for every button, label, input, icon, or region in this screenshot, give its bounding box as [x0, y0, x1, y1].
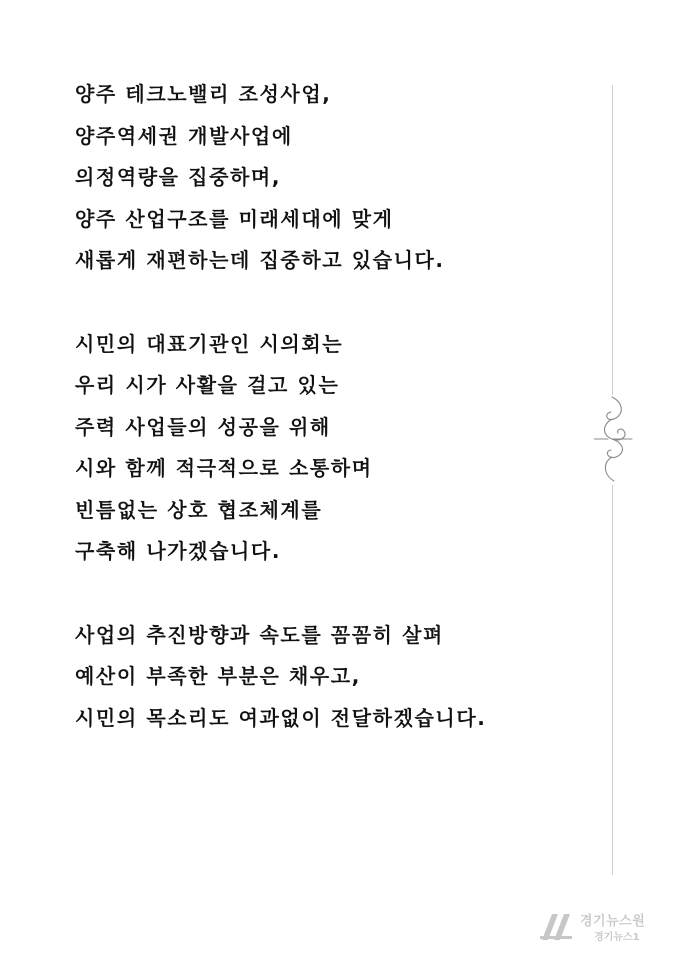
news-logo-icon — [538, 910, 574, 944]
paragraph-1 — [75, 74, 595, 282]
text-line: 주력 사업들의 성공을 위해 — [75, 414, 331, 439]
watermark-sub: 경기뉴스1 — [594, 932, 640, 943]
text-line: 의정역량을 집중하며, — [75, 165, 282, 189]
watermark — [538, 908, 668, 948]
side-divider-top — [612, 85, 613, 395]
text-line: 양주 산업구조를 미래세대에 맞게 — [75, 206, 394, 231]
side-divider-bottom — [612, 485, 613, 875]
text-line: 빈틈없는 상호 협조체계를 — [75, 497, 323, 522]
text-line: 구축해 나가겠습니다. — [75, 539, 282, 563]
text-line: 새롭게 재편하는데 집중하고 있습니다. — [75, 248, 445, 272]
watermark-brand: 경기뉴스원 — [580, 914, 646, 929]
text-line: 우리 시가 사활을 걸고 있는 — [75, 373, 340, 397]
text-line: 시민의 목소리도 여과없이 전달하겠습니다. — [75, 705, 487, 730]
text-line: 시와 함께 적극적으로 소통하며 — [75, 456, 373, 480]
text-line: 사업의 추진방향과 속도를 꼼꼼히 살펴 — [75, 622, 444, 647]
text-line: 예산이 부족한 부분은 채우고, — [75, 664, 361, 688]
text-line: 시민의 대표기관인 시의회는 — [75, 331, 344, 356]
flourish-ornament-icon — [594, 395, 634, 485]
text-line: 양주 테크노밸리 조성사업, — [75, 82, 332, 106]
paragraph-3 — [75, 615, 595, 740]
text-line: 양주역세권 개발사업에 — [75, 123, 293, 148]
paragraph-2 — [75, 324, 595, 573]
body-text — [75, 74, 595, 781]
